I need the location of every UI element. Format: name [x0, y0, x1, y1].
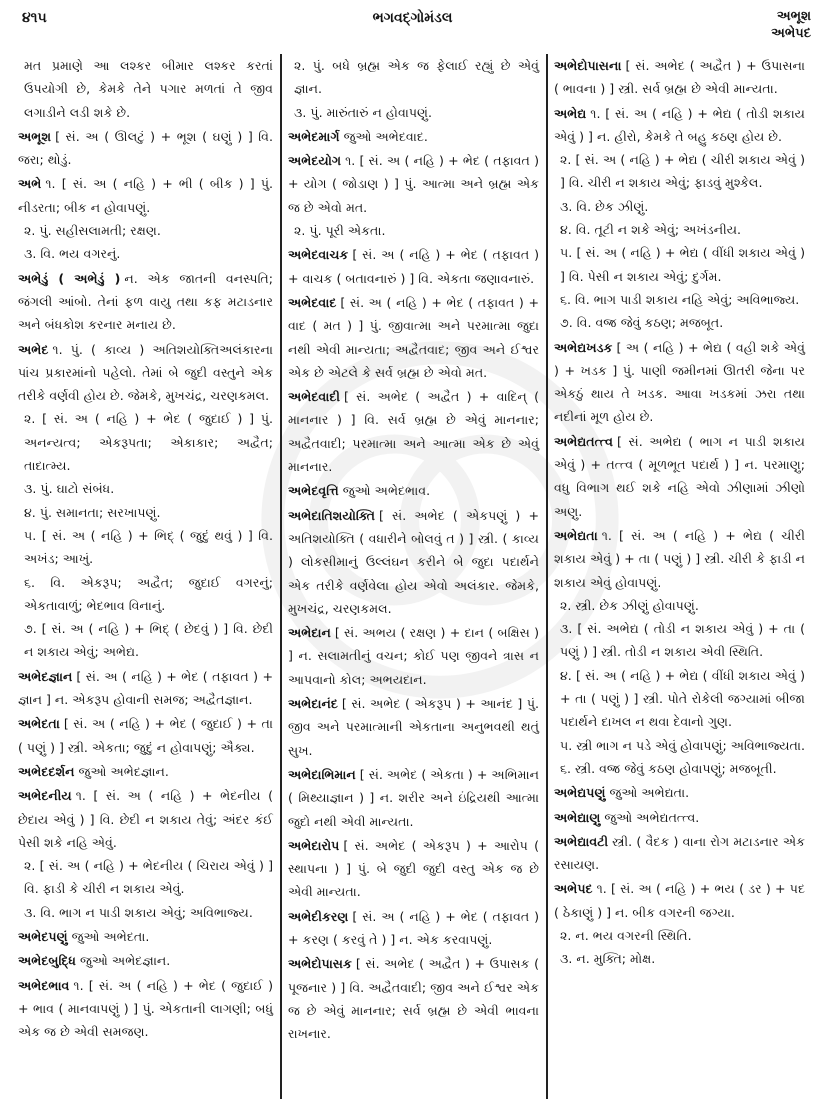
entry-sense: ૨. સ્ત્રી. છેક ઝીણું હોવાપણું. [560, 597, 699, 613]
entry-definition: જુઓ અભેદજ્ઞાન. [79, 953, 171, 969]
entry-definition: ૧. [ સં. અ ( નહિ ) + ભેદ ( તફાવત ) + યોગ ( જોડાણ ) ] પું. આત્મા અને બ્રહ્મ એક જ છે એવો મત. [288, 153, 539, 215]
entry-headword: અભેદાતિશયોક્તિ [288, 507, 375, 523]
entry-headword: અભેદપણું [18, 928, 68, 944]
entry-definition: ૧. [ સં. અ ( નહિ ) + ભેદ ( જુદાઈ ) + ભાવ ( માનવાપણું ) ] પું. એકતાની લાગણી; બધું એક જ છે એવી સમજણ. [18, 977, 273, 1040]
entry-sense: ૩. પું. ઘાટો સંબંધ. [24, 481, 115, 497]
entry-sense: ૫. [ સં. અ ( નહિ ) + ભિદ્ ( જુદું થવું ) ] વિ. અખંડ; આખું. [24, 527, 273, 567]
entry-definition: સ્ત્રી. ( વૈદક ) વાના રોગ મટાડનાર એક રસાયણ. [554, 833, 805, 873]
entry-definition: [ સં. અભેદ ( એકપણું ) + અતિશયોક્તિ ( વધારીને બોલવું ત ) ] સ્ત્રી. ( કાવ્ય ) લોકસીમાનું ઉલ્લંઘન કરીને બે જુદા પદાર્થને એક તરીકે વર્ણવેલા હોય એવો અલંકાર. જેમકે, મુખચંદ્ર, ચરણકમલ. [288, 507, 539, 616]
entry-definition: જુઓ અભેદભાવ. [342, 483, 431, 499]
entry-definition: જુઓ અભેદ્યતા. [609, 785, 690, 801]
entry-headword: અભેદારોપ [288, 837, 340, 853]
entry-definition: જુઓ અભેદજ્ઞાન. [78, 763, 169, 779]
entry-sense: ૬. વિ. એકરૂપ; અદ્વૈત; જુદાઈ વગરનું; એકતાવાળું; ભેદભાવ વિનાનું. [24, 574, 273, 613]
entry-definition: [ સં. અ ( નહિ ) + ભેદ ( જુદાઈ ) + તા ( પણું ) ] સ્ત્રી. એકતા; જુદું ન હોવાપણું; ઐક્ય. [18, 716, 273, 755]
dictionary-entry [288, 291, 539, 384]
entry-definition: જુઓ અભેદતા. [71, 928, 150, 944]
dictionary-entry [18, 267, 273, 337]
column-3 [546, 54, 812, 1099]
entry-definition: [ સં. અભેદ ( એકરૂપ ) + આનંદ ] પું. જીવ અને પરમાત્માની એકતાના અનુભવથી થતું સુખ. [288, 696, 539, 758]
entry-definition: [ સં. અ ( નહિ ) + ભેદ ( તફાવત ) + વાદ ( મત ) ] પું. જીવાત્મા અને પરમાત્મા જુદા નથી એવી માન્યતા; અદ્વૈતવાદ; જીવ અને ઈશ્વર એક છે એટલે કે સર્વ બ્રહ્મ છે એવો મત. [288, 294, 539, 380]
dictionary-entry [288, 385, 539, 478]
entry-sense: ૨. [ સં. અ ( નહિ ) + ભેદનીય ( ચિરાય એવું ) ] વિ. ફાડી કે ચીરી ન શકાય એવું. [24, 858, 273, 897]
entry-headword: અભેદવાદી [288, 389, 340, 405]
dictionary-columns [18, 54, 818, 1099]
dictionary-entry [18, 949, 273, 972]
entry-headword: અભેદ્યપણું [554, 785, 606, 801]
entry-sense: ૫. [ સં. અ ( નહિ ) + ભેદ્ય ( વીંધી શકાય એવું ) ] વિ. પેસી ન શકાય એવું; દુર્ગમ. [560, 245, 805, 284]
entry-headword: અભેદ્યાવટી [554, 833, 609, 849]
entry-definition: [ સં. અભેદ ( એકતા ) + અભિમાન ( મિથ્યાજ્ઞાન ) ] ન. શરીર અને ઇંદ્રિયથી આત્મા જુદો નથી એવી માન્યતા. [288, 766, 539, 829]
entry-headword: અભેદ્યાણુ [554, 809, 601, 825]
entry-headword: અભેદયોગ [288, 153, 342, 169]
entry-headword: અભેદવાચક [288, 247, 349, 263]
entry-definition: [ સં. અ ( નહિ ) + ભેદ ( તફાવત ) + કરણ ( કરવું તે ) ] ન. એક કરવાપણું. [288, 908, 539, 947]
entry-headword: અભેદવાદ [288, 294, 337, 310]
entry-definition: [ સં. અભેદ ( અદ્વૈત ) + ઉપાસના ( ભાવના ) ] સ્ત્રી. સર્વ બ્રહ્મ છે એવી માન્યતા. [554, 58, 805, 97]
dictionary-entry [554, 336, 805, 429]
entry-sense: ૨. [ સં. અ ( નહિ ) + ભેદ ( જુદાઈ ) ] પું. અનન્યત્વ; એકરૂપતા; એકાકાર; અદ્વૈત; તાદાત્મ્ય. [24, 411, 273, 474]
dictionary-entry [18, 172, 273, 265]
entry-headword: અભેદભાવ [18, 977, 70, 993]
dictionary-entry [554, 877, 805, 970]
entry-definition: [ સં. અભેદ ( એકરૂપ ) + આરોપ ( સ્થાપના ) ] પું. બે જુદી જુદી વસ્તુ એક જ છે એવી માન્યતા. [288, 837, 539, 900]
dictionary-entry [288, 905, 539, 952]
entry-definition: [ સં. અભય ( રક્ષણ ) + દાન ( બક્ષિસ ) ] ન. સલામતીનું વચન; કોઈ પણ જીવને ત્રાસ ન આપવાનો કોલ; અભયદાન. [288, 625, 539, 687]
entry-headword: અભેદાભિમાન [288, 766, 356, 782]
guide-word-last: અભેપદ [771, 26, 811, 41]
dictionary-entry [288, 243, 539, 290]
entry-headword: અભેદ્યતત્ત્વ [554, 433, 614, 449]
dictionary-entry [18, 974, 273, 1044]
dictionary-entry [288, 54, 539, 124]
dictionary-entry [18, 760, 273, 783]
entry-headword: અભેદાનંદ [288, 696, 338, 712]
column-2 [280, 54, 546, 1099]
entry-definition: ૧. [ સં. અ ( નહિ ) + ભેદ્ય ( ચીરી શકાય એવું ) + તા ( પણું ) ] સ્ત્રી. ચીરી કે ફાડી ન શકાય એવું હોવાપણું. [554, 527, 805, 590]
entry-definition: ૧. પું. ( કાવ્ય ) અતિશયોક્તિઅલંકારના પાંચ પ્રકારમાંનો પહેલો. તેમાં બે જુદી વસ્તુને એક તરીકે વર્ણવી હોય છે. જેમકે, મુખચંદ્ર, ચરણકમલ. [18, 341, 273, 404]
entry-headword: અભેદનીય [18, 788, 72, 804]
entry-sense: ૭. [ સં. અ ( નહિ ) + ભિદ્ ( છેદવું ) ] વિ. છેદી ન શકાય એવું; અભેદ્ય. [24, 621, 273, 660]
dictionary-entry [554, 524, 805, 780]
entry-sense: ૪. પું. સમાનતા; સરખાપણું. [24, 504, 161, 520]
entry-headword: અભેદદર્શન [18, 763, 75, 779]
entry-sense: ૪. [ સં. અ ( નહિ ) + ભેદ્ય ( વીંધી શકાય એવું ) + તા ( પણું ) ] સ્ત્રી. પોતે રોકેલી જગ્યામાં બીજા પદાર્થને દાખલ ન થવા દેવાનો ગુણ. [560, 667, 805, 730]
entry-definition: [ સં. અભેદ ( અદ્વૈત ) + વાદિન્ ( માનનાર ) ] વિ. સર્વ બ્રહ્મ છે એવું માનનાર; અદ્વૈતવાદી; પરમાત્મા અને આત્મા એક છે એવું માનનાર. [288, 389, 539, 475]
book-title: ભગવદ્ગોમંડલ [372, 10, 453, 26]
entry-headword: અભેડું ( અભેડું ) [18, 270, 121, 286]
entry-headword: અભેદ્ય [554, 105, 587, 121]
dictionary-entry [288, 479, 539, 502]
dictionary-entry [288, 149, 539, 242]
entry-definition: [ અ ( નહિ ) + ભેદ્ય ( વહી શકે એવું ) + ખડક ] પું. પાણી જમીનમાં ઊતરી જેના પર એકઠું થાય તે ખડક. આવા ખડકમાં ઝરા તથા નદીનાં મૂળ હોય છે. [554, 339, 805, 425]
entry-sense: ૪. વિ. તૂટી ન શકે એવું; અખંડનીય. [560, 222, 742, 238]
entry-headword: અભેપદ [554, 881, 593, 897]
entry-headword: અભેદોપાસક [288, 956, 352, 972]
entry-definition: [ સં. અભેદ્ય ( ભાગ ન પાડી શકાય એવું ) + તત્ત્વ ( મૂળભૂત પદાર્થ ) ] ન. પરમાણુ; વધુ વિભાગ થઈ શકે નહિ એવો ઝીણામાં ઝીણો અણુ. [554, 433, 805, 519]
dictionary-entry [288, 834, 539, 904]
entry-sense: ૨. [ સં. અ ( નહિ ) + ભેદ્ય ( ચીરી શકાય એવું ) ] વિ. ચીરી ન શકાય એવું; ફાડવું મુશ્કેલ. [560, 152, 805, 191]
entry-definition: ૧. [ સં. અ ( નહિ ) + ભેદ્ય ( તોડી શકાય એવું ) ] ન. હીરો, કેમકે તે બહુ કઠણ હોય છે. [554, 105, 805, 144]
dictionary-entry [288, 763, 539, 833]
entry-sense: ૩. ન. મુક્તિ; મોક્ષ. [560, 951, 656, 967]
dictionary-entry [18, 712, 273, 759]
dictionary-entry [18, 125, 273, 172]
entry-definition: ન. એક જાતની વનસ્પતિ; જંગલી આંબો. તેનાં ફળ વાયુ તથા કફ મટાડનાર અને બંધકોશ કરનાર મનાય છે. [18, 270, 274, 333]
entry-headword: અભેદ્યતા [554, 527, 598, 543]
entry-sense: ૩. [ સં. અભેદ્ય ( તોડી ન શકાય એવું ) + તા ( પણું ) ] સ્ત્રી. તોડી ન શકાય એવી સ્થિતિ. [560, 621, 805, 660]
entry-sense: ૨. પું. પૂરી એકતા. [294, 223, 386, 239]
entry-definition: મત પ્રમાણે આ લશ્કર બીમાર લશ્કર કરતાં ઉપયોગી છે, કેમકે તેને પગાર મળતાં તે જીવ લગાડીને લડી શકે છે. [24, 58, 273, 120]
entry-sense: ૫. સ્ત્રી ભાગ ન પડે એવું હોવાપણું; અવિભાજ્યતા. [560, 737, 805, 753]
dictionary-entry [288, 692, 539, 762]
entry-definition: જુઓ અભેદવાદ. [343, 128, 428, 144]
dictionary-entry [18, 338, 273, 664]
entry-headword: અભેદાન [288, 625, 331, 641]
entry-definition: [ સં. અ ( નહિ ) + ભેદ ( તફાવત ) + જ્ઞાન ] ન. એકરૂપ હોવાની સમજ; અદ્વૈતજ્ઞાન. [18, 668, 273, 708]
entry-definition: [ સં. અ ( ઊલટું ) + ભૂશ ( ઘણું ) ] વિ. જરા; થોડું. [18, 128, 273, 168]
entry-sense: ૨. ન. ભય વગરની સ્થિતિ. [560, 927, 692, 943]
dictionary-entry [554, 830, 805, 877]
entry-sense: ૩. વિ. ભાગ ન પાડી શકાય એવું; અવિભાજ્ય. [24, 904, 253, 920]
entry-sense: ૭. વિ. વજ્ર જેવું કઠણ; મજબૂત. [560, 315, 724, 331]
dictionary-entry [554, 806, 805, 829]
dictionary-entry [554, 781, 805, 804]
dictionary-entry [18, 925, 273, 948]
column-1 [18, 54, 280, 1099]
entry-definition: ૧. [ સં. અ ( નહિ ) + ભય ( ડર ) + પદ ( ઠેકાણું ) ] ન. બીક વગરની જગ્યા. [554, 881, 805, 920]
entry-definition: [ સં. અભેદ ( અદ્વૈત ) + ઉપાસક ( પૂજનાર ) ] વિ. અદ્વૈતવાદી; જીવ અને ઈશ્વર એક જ છે એવું માનનાર; સર્વ બ્રહ્મ છે એવી ભાવના રાખનાર. [288, 956, 539, 1042]
dictionary-entry [554, 102, 805, 335]
entry-headword: અભેદબુદ્ધિ [18, 953, 76, 969]
entry-sense: ૩. વિ. ભય વગરનું. [24, 246, 121, 262]
entry-definition: ૧. [ સં. અ ( નહિ ) + ભેદનીય ( છેદાય એવું ) ] વિ. છેદી ન શકાય તેવું; અંદર કંઈ પેસી શકે નહિ એવું. [18, 788, 273, 850]
entry-headword: અભેદતા [18, 716, 60, 732]
dictionary-entry [288, 621, 539, 691]
entry-definition: ૧. [ સં. અ ( નહિ ) + ભી ( બીક ) ] પું. નીડરતા; બીક ન હોવાપણું. [18, 176, 273, 215]
dictionary-entry [288, 952, 539, 1045]
entry-headword: અભે [18, 176, 42, 192]
entry-definition: જુઓ અભેદ્યતત્ત્વ. [604, 809, 700, 825]
entry-sense: ૨. પું. સહીસલામતી; રક્ષણ. [24, 223, 161, 239]
entry-definition: [ સં. અ ( નહિ ) + ભેદ ( તફાવત ) + વાચક ( બતાવનારું ) ] વિ. એકતા જણાવનારું. [288, 247, 539, 286]
dictionary-entry [554, 430, 805, 523]
dictionary-entry [288, 125, 539, 148]
entry-sense: ૩. વિ. છેક ઝીણું. [560, 198, 649, 214]
dictionary-entry [18, 54, 273, 124]
entry-headword: અભેદીકરણ [288, 908, 349, 924]
entry-sense: ૬. વિ. ભાગ પાડી શકાય નહિ એવું; અવિભાજ્ય. [560, 291, 800, 307]
entry-headword: અભેદોપાસના [554, 58, 622, 73]
guide-word-first: અભૂશ [776, 9, 811, 24]
dictionary-entry [554, 54, 805, 101]
entry-headword: અભેદજ્ઞાન [18, 668, 73, 684]
entry-sense: ૨. પું. બધે બ્રહ્મ એક જ ફેલાઈ રહ્યું છે એવું જ્ઞાન. [294, 58, 539, 97]
entry-headword: અભૂશ [18, 128, 52, 144]
entry-headword: અભેદવૃત્તિ [288, 483, 339, 499]
entry-sense: ૩. પું. મારુંતારું ન હોવાપણું. [294, 104, 433, 120]
entry-sense: ૬. સ્ત્રી. વજ્ર જેવું કઠણ હોવાપણું; મજબૂતી. [560, 760, 777, 776]
entry-headword: અભેદમાર્ગ [288, 128, 340, 144]
page-header [0, 0, 825, 46]
entry-headword: અભેદ [18, 341, 49, 357]
guide-words [771, 8, 811, 42]
entry-headword: અભેદ્યખડક [554, 339, 613, 355]
dictionary-entry [18, 665, 273, 712]
dictionary-entry [288, 504, 539, 620]
page-number: ૪૧૫ [22, 10, 47, 26]
dictionary-entry [18, 784, 273, 924]
